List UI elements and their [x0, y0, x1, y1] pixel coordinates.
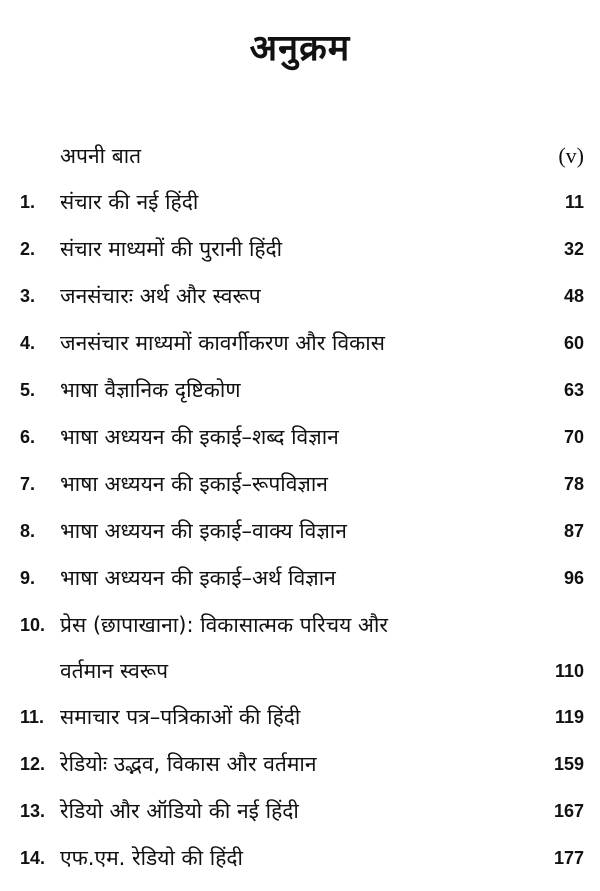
- toc-entry-title: प्रेस (छापाखाना): विकासात्मक परिचय और: [60, 613, 388, 637]
- toc-entry-title: रेडियोः उद्भव, विकास और वर्तमान: [60, 752, 317, 776]
- toc-entry-page: 48: [563, 286, 584, 306]
- toc-entry-number: 4.: [20, 333, 36, 353]
- toc-entry-page: 177: [553, 848, 584, 868]
- toc-entry-title: अपनी बात: [60, 144, 142, 168]
- toc-entry-page: 11: [564, 192, 584, 212]
- toc-entry-page: 63: [563, 380, 584, 400]
- toc-entry-page: 119: [554, 707, 584, 727]
- toc-entry[interactable]: [0, 694, 600, 741]
- toc-entry-title: भाषा वैज्ञानिक दृष्टिकोण: [60, 378, 241, 402]
- toc-entry-title: भाषा अध्ययन की इकाई–रूपविज्ञान: [60, 472, 328, 496]
- toc-entry[interactable]: [0, 414, 600, 461]
- toc-entry-number: 11.: [20, 707, 45, 727]
- toc-entry[interactable]: [0, 179, 600, 226]
- toc-entry-number: 9.: [20, 568, 36, 588]
- toc-entry-number: 1.: [20, 192, 36, 212]
- toc-entry[interactable]: [0, 555, 600, 602]
- toc-entry-page: 78: [563, 474, 584, 494]
- toc-entry[interactable]: [0, 835, 600, 882]
- toc-entry-page: 87: [563, 521, 584, 541]
- toc-entry-number: 10.: [20, 615, 46, 635]
- toc-entry-number: 13.: [20, 801, 46, 821]
- toc-entry-number: 5.: [20, 380, 36, 400]
- toc-entry-page: 96: [563, 568, 584, 588]
- toc-entry-title: संचार की नई हिंदी: [60, 190, 199, 214]
- toc-entry-title-continued: वर्तमान स्वरूप: [60, 659, 169, 683]
- toc-entry-page: (v): [558, 143, 584, 168]
- toc-entry-number: 3.: [20, 286, 36, 306]
- toc-entry-title: समाचार पत्र–पत्रिकाओं की हिंदी: [60, 705, 301, 729]
- toc-entry-number: 8.: [20, 521, 36, 541]
- toc-entry-number: 14.: [20, 848, 46, 868]
- toc-entry-page: 167: [553, 801, 584, 821]
- toc-entry[interactable]: [0, 367, 600, 414]
- toc-entry[interactable]: [0, 788, 600, 835]
- toc-entry-page: 70: [563, 427, 584, 447]
- toc-entry[interactable]: [0, 461, 600, 508]
- toc-entry-title: भाषा अध्ययन की इकाई–वाक्य विज्ञान: [60, 519, 347, 543]
- toc-entry-page: 60: [563, 333, 584, 353]
- toc-entry-title: जनसंचार माध्यमों कावर्गीकरण और विकास: [60, 331, 385, 355]
- toc-entry-page: 110: [554, 661, 584, 681]
- toc-entry-title: भाषा अध्ययन की इकाई–शब्द विज्ञान: [60, 425, 339, 449]
- toc-entry-title: रेडियो और ऑडियो की नई हिंदी: [60, 799, 299, 823]
- toc-entry-title: जनसंचारः अर्थ और स्वरूप: [60, 284, 261, 308]
- toc-entry-title: एफ.एम. रेडियो की हिंदी: [60, 846, 243, 870]
- toc-entry-page: 32: [563, 239, 584, 259]
- toc-entry[interactable]: [0, 273, 600, 320]
- toc-entry[interactable]: [0, 226, 600, 273]
- toc-entry-page: 159: [553, 754, 584, 774]
- toc-entry[interactable]: [0, 602, 600, 694]
- toc-entry-title: भाषा अध्ययन की इकाई–अर्थ विज्ञान: [60, 566, 336, 590]
- page-title: अनुक्रम: [249, 28, 351, 69]
- table-of-contents: [0, 133, 600, 882]
- toc-entry-number: 2.: [20, 239, 36, 259]
- toc-entry[interactable]: [0, 320, 600, 367]
- toc-entry[interactable]: [0, 508, 600, 555]
- toc-entry-title: संचार माध्यमों की पुरानी हिंदी: [60, 237, 283, 261]
- toc-entry-preface[interactable]: [0, 133, 600, 179]
- toc-entry[interactable]: [0, 741, 600, 788]
- toc-entry-number: 7.: [20, 474, 36, 494]
- toc-entry-number: 12.: [20, 754, 46, 774]
- toc-entry-number: 6.: [20, 427, 36, 447]
